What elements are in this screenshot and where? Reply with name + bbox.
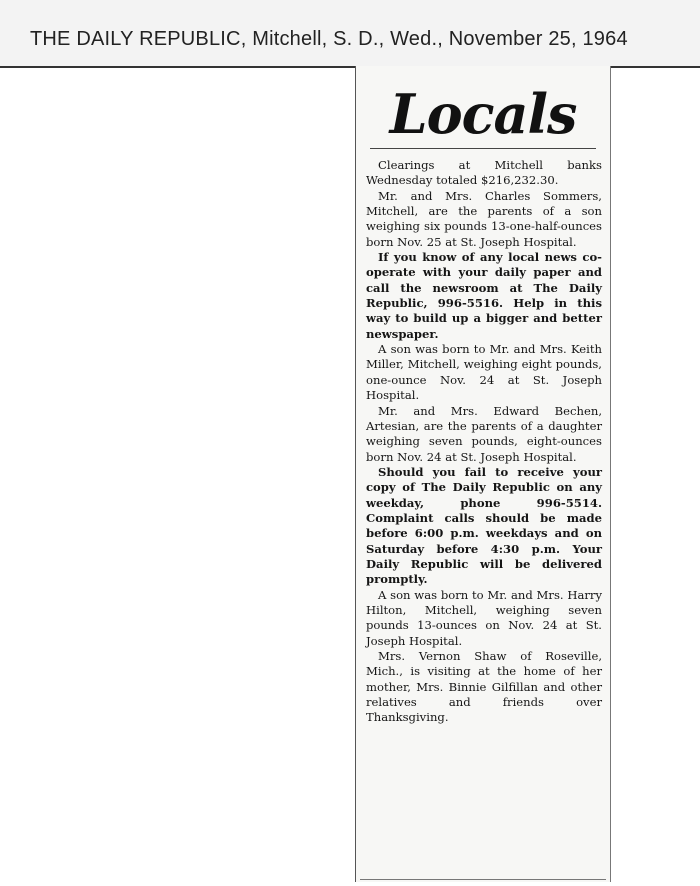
locals-column <box>355 66 611 882</box>
masthead-text: THE DAILY REPUBLIC, Mitchell, S. D., Wed., November 25, 1964 <box>30 28 628 50</box>
newspaper-masthead <box>0 0 700 68</box>
news-item: Mrs. Vernon Shaw of Roseville, Mich., is visiting at the home of her mother, Mrs. Binnie Gilfillan and other relatives and friends over Thanksgiving. <box>366 649 602 725</box>
title-divider <box>370 148 596 149</box>
news-item: Mr. and Mrs. Charles Sommers, Mitchell, are the parents of a son weighing six pounds 13-one-half-ounces born Nov. 25 at St. Joseph Hospital. <box>366 188 602 249</box>
news-item: If you know of any local news co-operate with your daily paper and call the newsroom at The Daily Republic, 996-5516. Help in this way to build up a bigger and better newspaper. <box>366 250 602 341</box>
news-item: A son was born to Mr. and Mrs. Harry Hilton, Mitchell, weighing seven pounds 13-ounces on Nov. 24 at St. Joseph Hospital. <box>366 587 602 648</box>
news-item: Should you fail to receive your copy of The Daily Republic on any weekday, phone 996-5514. Complaint calls should be made before 6:00 p.m. weekdays and on Saturday before 4:30 p.m. Your Daily Republic will be delivered promptly. <box>366 464 602 587</box>
news-item: Clearings at Mitchell banks Wednesday totaled $216,232.30. <box>366 158 602 188</box>
news-item: Mr. and Mrs. Edward Bechen, Artesian, are the parents of a daughter weighing seven pounds, eight-ounces born Nov. 24 at St. Joseph Hospital. <box>366 403 602 464</box>
clip-bottom-edge <box>360 879 606 880</box>
column-title: Locals <box>389 82 577 146</box>
news-item: A son was born to Mr. and Mrs. Keith Miller, Mitchell, weighing eight pounds, one-ounce Nov. 24 at St. Joseph Hospital. <box>366 342 602 403</box>
column-body <box>366 158 602 726</box>
